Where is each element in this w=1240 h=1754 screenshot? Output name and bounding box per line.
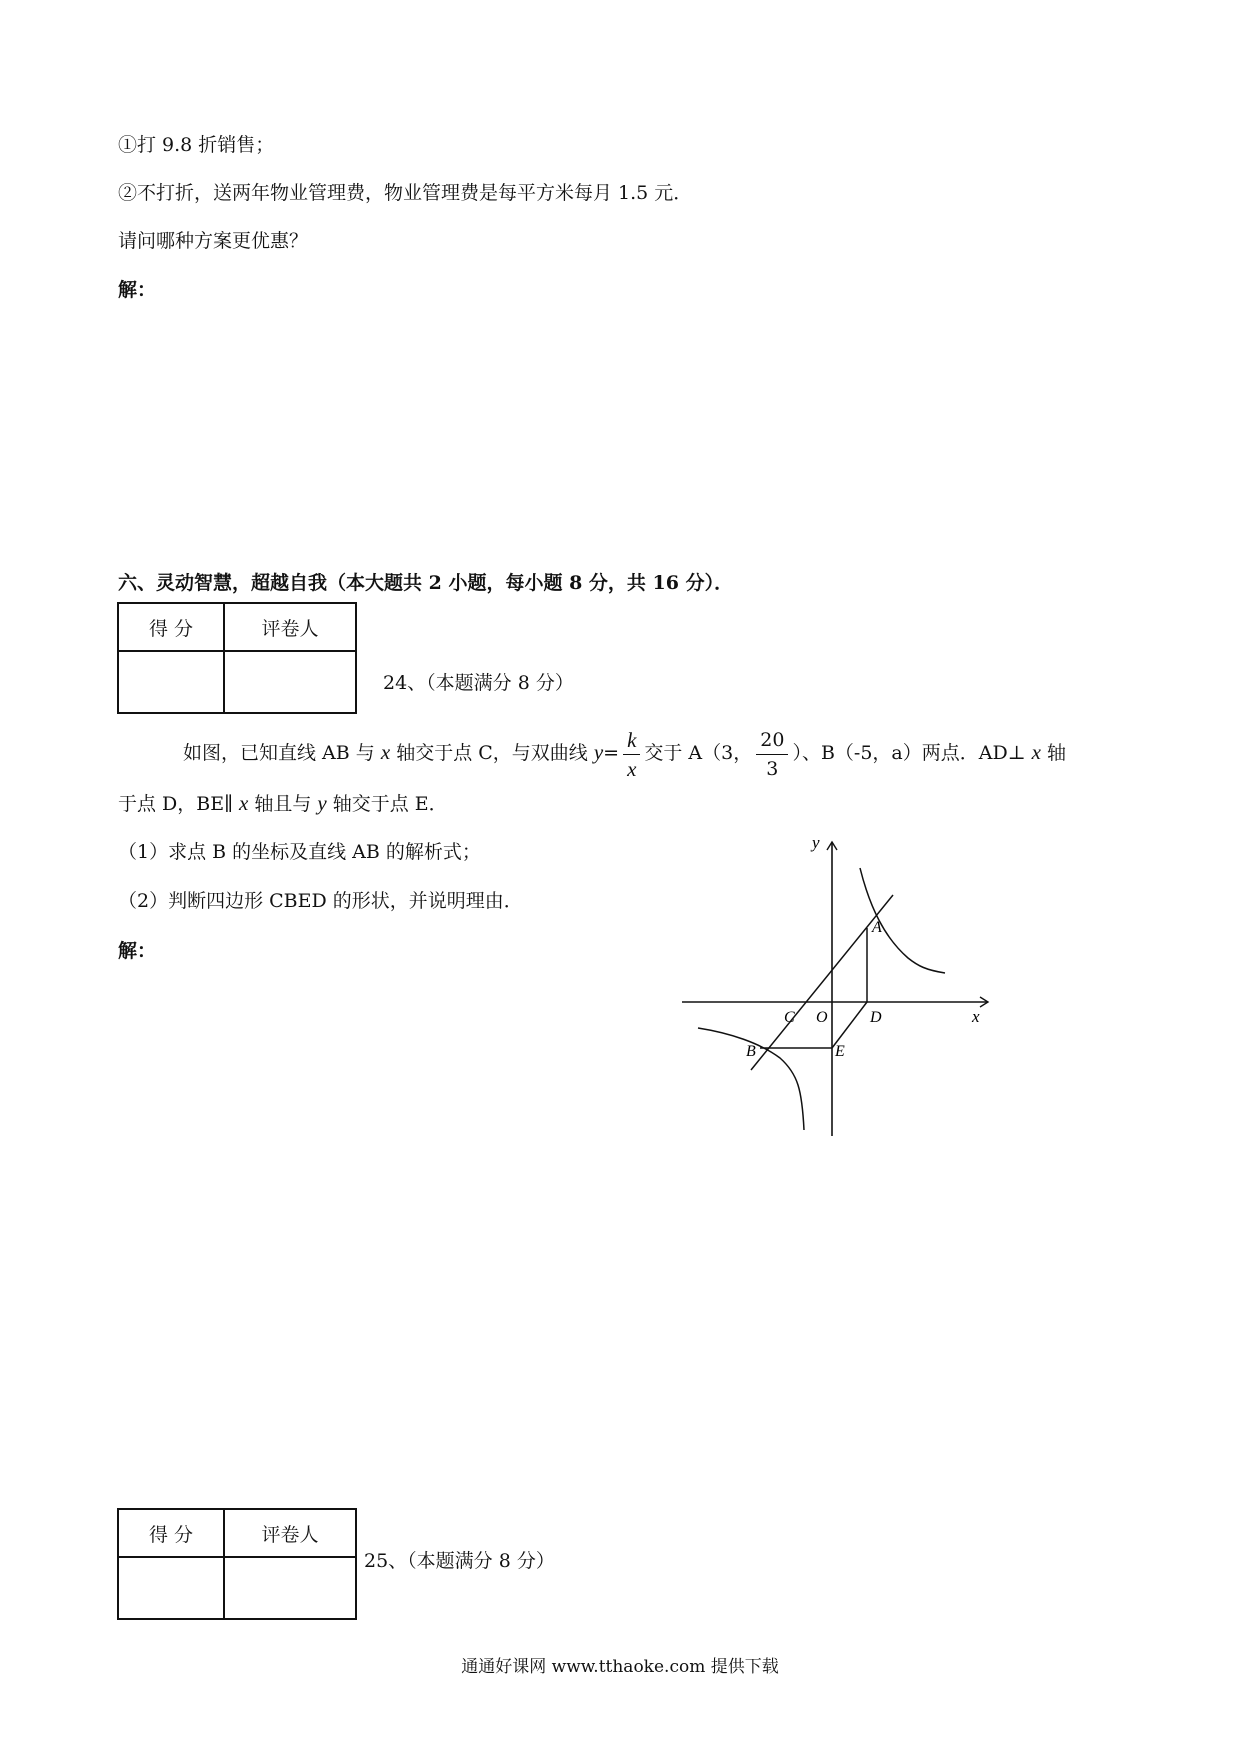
grader-cell[interactable] xyxy=(224,1557,356,1619)
fraction-numerator: k xyxy=(623,726,640,755)
equation-y: y xyxy=(593,740,604,764)
grader-header: 评卷人 xyxy=(224,603,356,651)
stem-text: 轴交于点 E． xyxy=(332,793,448,815)
label-a: A xyxy=(872,919,882,936)
y-var: y xyxy=(317,791,327,815)
x-var: x xyxy=(1031,740,1041,764)
label-y-axis: y xyxy=(812,838,820,852)
option-1: ①打 9.8 折销售； xyxy=(118,134,275,156)
label-o: O xyxy=(816,1009,828,1026)
question-24-title: 24、（本题满分 8 分） xyxy=(383,672,574,694)
score-header: 得 分 xyxy=(118,603,224,651)
stem-text: 交于 A（3， xyxy=(644,742,753,764)
label-d: D xyxy=(870,1009,882,1026)
label-b: B xyxy=(746,1043,756,1060)
fraction-denominator: x xyxy=(627,756,637,781)
equation-equals: = xyxy=(603,742,620,764)
grader-cell[interactable] xyxy=(224,651,356,713)
question-24-part-2: （2）判断四边形 CBED 的形状，并说明理由． xyxy=(118,890,523,912)
fraction-numerator: 20 xyxy=(756,726,788,755)
x-var: x xyxy=(238,791,249,815)
label-x-axis: x xyxy=(972,1007,980,1026)
label-e: E xyxy=(835,1043,845,1060)
segment-ed xyxy=(832,1002,867,1048)
score-header: 得 分 xyxy=(118,1509,224,1557)
answer-label: 解： xyxy=(118,279,157,301)
question-24-stem xyxy=(183,722,1066,783)
stem-text: 轴且与 xyxy=(254,793,312,815)
stem-text: ）、B（-5，a）两点．AD⊥ xyxy=(792,742,1026,764)
score-cell[interactable] xyxy=(118,651,224,713)
x-var: x xyxy=(380,740,391,764)
option-2: ②不打折，送两年物业管理费，物业管理费是每平方米每月 1.5 元． xyxy=(118,182,693,204)
fraction-k-over-x xyxy=(623,726,640,783)
fraction-denominator: 3 xyxy=(766,757,779,780)
question-24-figure xyxy=(670,838,1010,1148)
stem-text: 轴交于点 C，与双曲线 xyxy=(396,742,588,764)
question-text: 请问哪种方案更优惠？ xyxy=(118,230,309,252)
stem-text: 如图，已知直线 AB 与 xyxy=(183,742,375,764)
label-c: C xyxy=(784,1009,795,1026)
grader-header: 评卷人 xyxy=(224,1509,356,1557)
question-24-part-1: （1）求点 B 的坐标及直线 AB 的解析式； xyxy=(118,841,481,863)
page-footer: 通通好课网 www.tthaoke.com 提供下载 xyxy=(461,1657,779,1677)
question-24-stem-line2 xyxy=(118,790,448,817)
question-25-title: 25、（本题满分 8 分） xyxy=(364,1550,555,1572)
score-table-25 xyxy=(117,1508,357,1620)
question-24-answer-label: 解： xyxy=(118,940,157,962)
stem-text: 轴 xyxy=(1046,742,1066,764)
score-cell[interactable] xyxy=(118,1557,224,1619)
section-heading: 六、灵动智慧，超越自我（本大题共 2 小题，每小题 8 分，共 16 分）． xyxy=(118,572,734,594)
score-table-24 xyxy=(117,602,357,714)
fraction-20-over-3 xyxy=(756,726,788,783)
stem-text: 于点 D，BE∥ xyxy=(118,793,233,815)
